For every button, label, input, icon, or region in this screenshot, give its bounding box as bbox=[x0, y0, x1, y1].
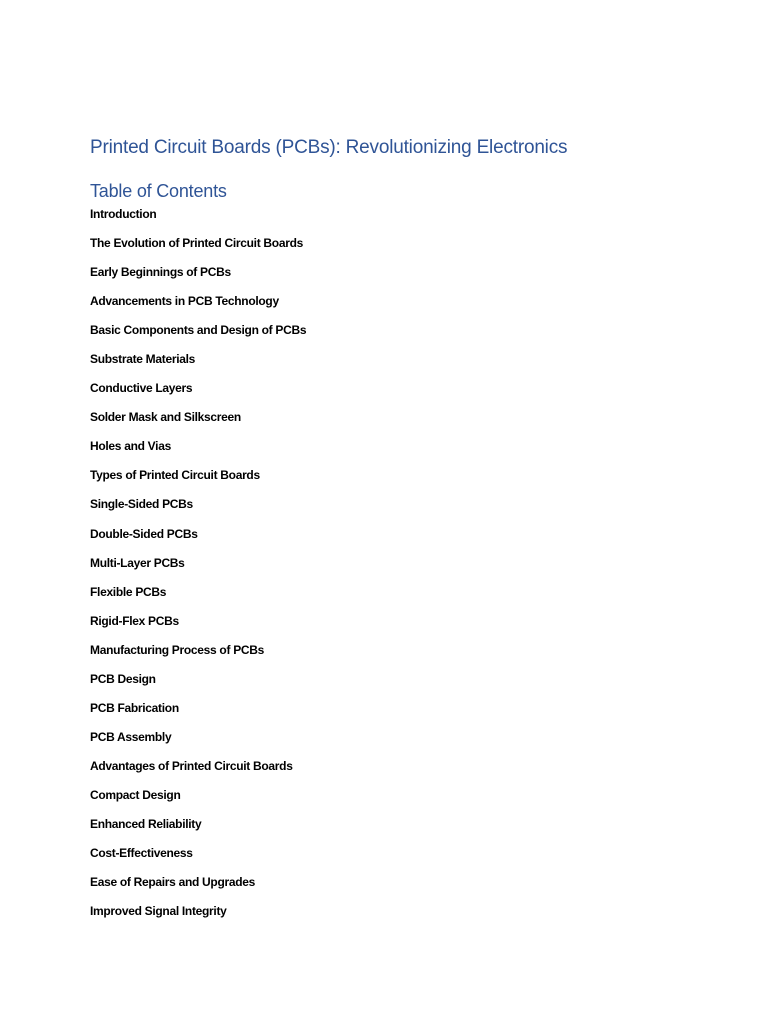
toc-item[interactable]: Types of Printed Circuit Boards bbox=[90, 468, 260, 483]
toc-item[interactable]: Double-Sided PCBs bbox=[90, 526, 198, 541]
toc-item[interactable]: Single-Sided PCBs bbox=[90, 497, 193, 512]
toc-item[interactable]: Compact Design bbox=[90, 787, 181, 802]
toc-item[interactable]: Advantages of Printed Circuit Boards bbox=[90, 758, 293, 773]
toc-item[interactable]: Basic Components and Design of PCBs bbox=[90, 323, 307, 338]
toc-item[interactable]: Rigid-Flex PCBs bbox=[90, 613, 179, 628]
toc-item[interactable]: Introduction bbox=[90, 207, 157, 221]
toc-item[interactable]: The Evolution of Printed Circuit Boards bbox=[90, 236, 303, 251]
toc-item[interactable]: Holes and Vias bbox=[90, 439, 171, 454]
toc-item[interactable]: PCB Fabrication bbox=[90, 700, 179, 715]
toc-item[interactable]: Ease of Repairs and Upgrades bbox=[90, 875, 255, 890]
toc-item[interactable]: Solder Mask and Silkscreen bbox=[90, 410, 241, 425]
toc-item[interactable]: Conductive Layers bbox=[90, 381, 193, 396]
toc-item[interactable]: Improved Signal Integrity bbox=[90, 904, 227, 919]
toc-item[interactable]: Flexible PCBs bbox=[90, 584, 167, 599]
document-title: Printed Circuit Boards (PCBs): Revolutionizing Electronics bbox=[90, 137, 568, 158]
toc-item[interactable]: Substrate Materials bbox=[90, 352, 196, 367]
toc-heading: Table of Contents bbox=[90, 181, 227, 201]
toc-item[interactable]: Enhanced Reliability bbox=[90, 816, 202, 831]
toc-item[interactable]: Advancements in PCB Technology bbox=[90, 294, 279, 309]
toc-item[interactable]: PCB Design bbox=[90, 671, 156, 686]
table-of-contents bbox=[90, 204, 306, 930]
toc-item[interactable]: Manufacturing Process of PCBs bbox=[90, 642, 265, 657]
toc-item[interactable]: PCB Assembly bbox=[90, 729, 172, 744]
toc-item[interactable]: Early Beginnings of PCBs bbox=[90, 265, 231, 280]
toc-item[interactable]: Cost-Effectiveness bbox=[90, 846, 193, 861]
toc-item[interactable]: Multi-Layer PCBs bbox=[90, 555, 185, 570]
